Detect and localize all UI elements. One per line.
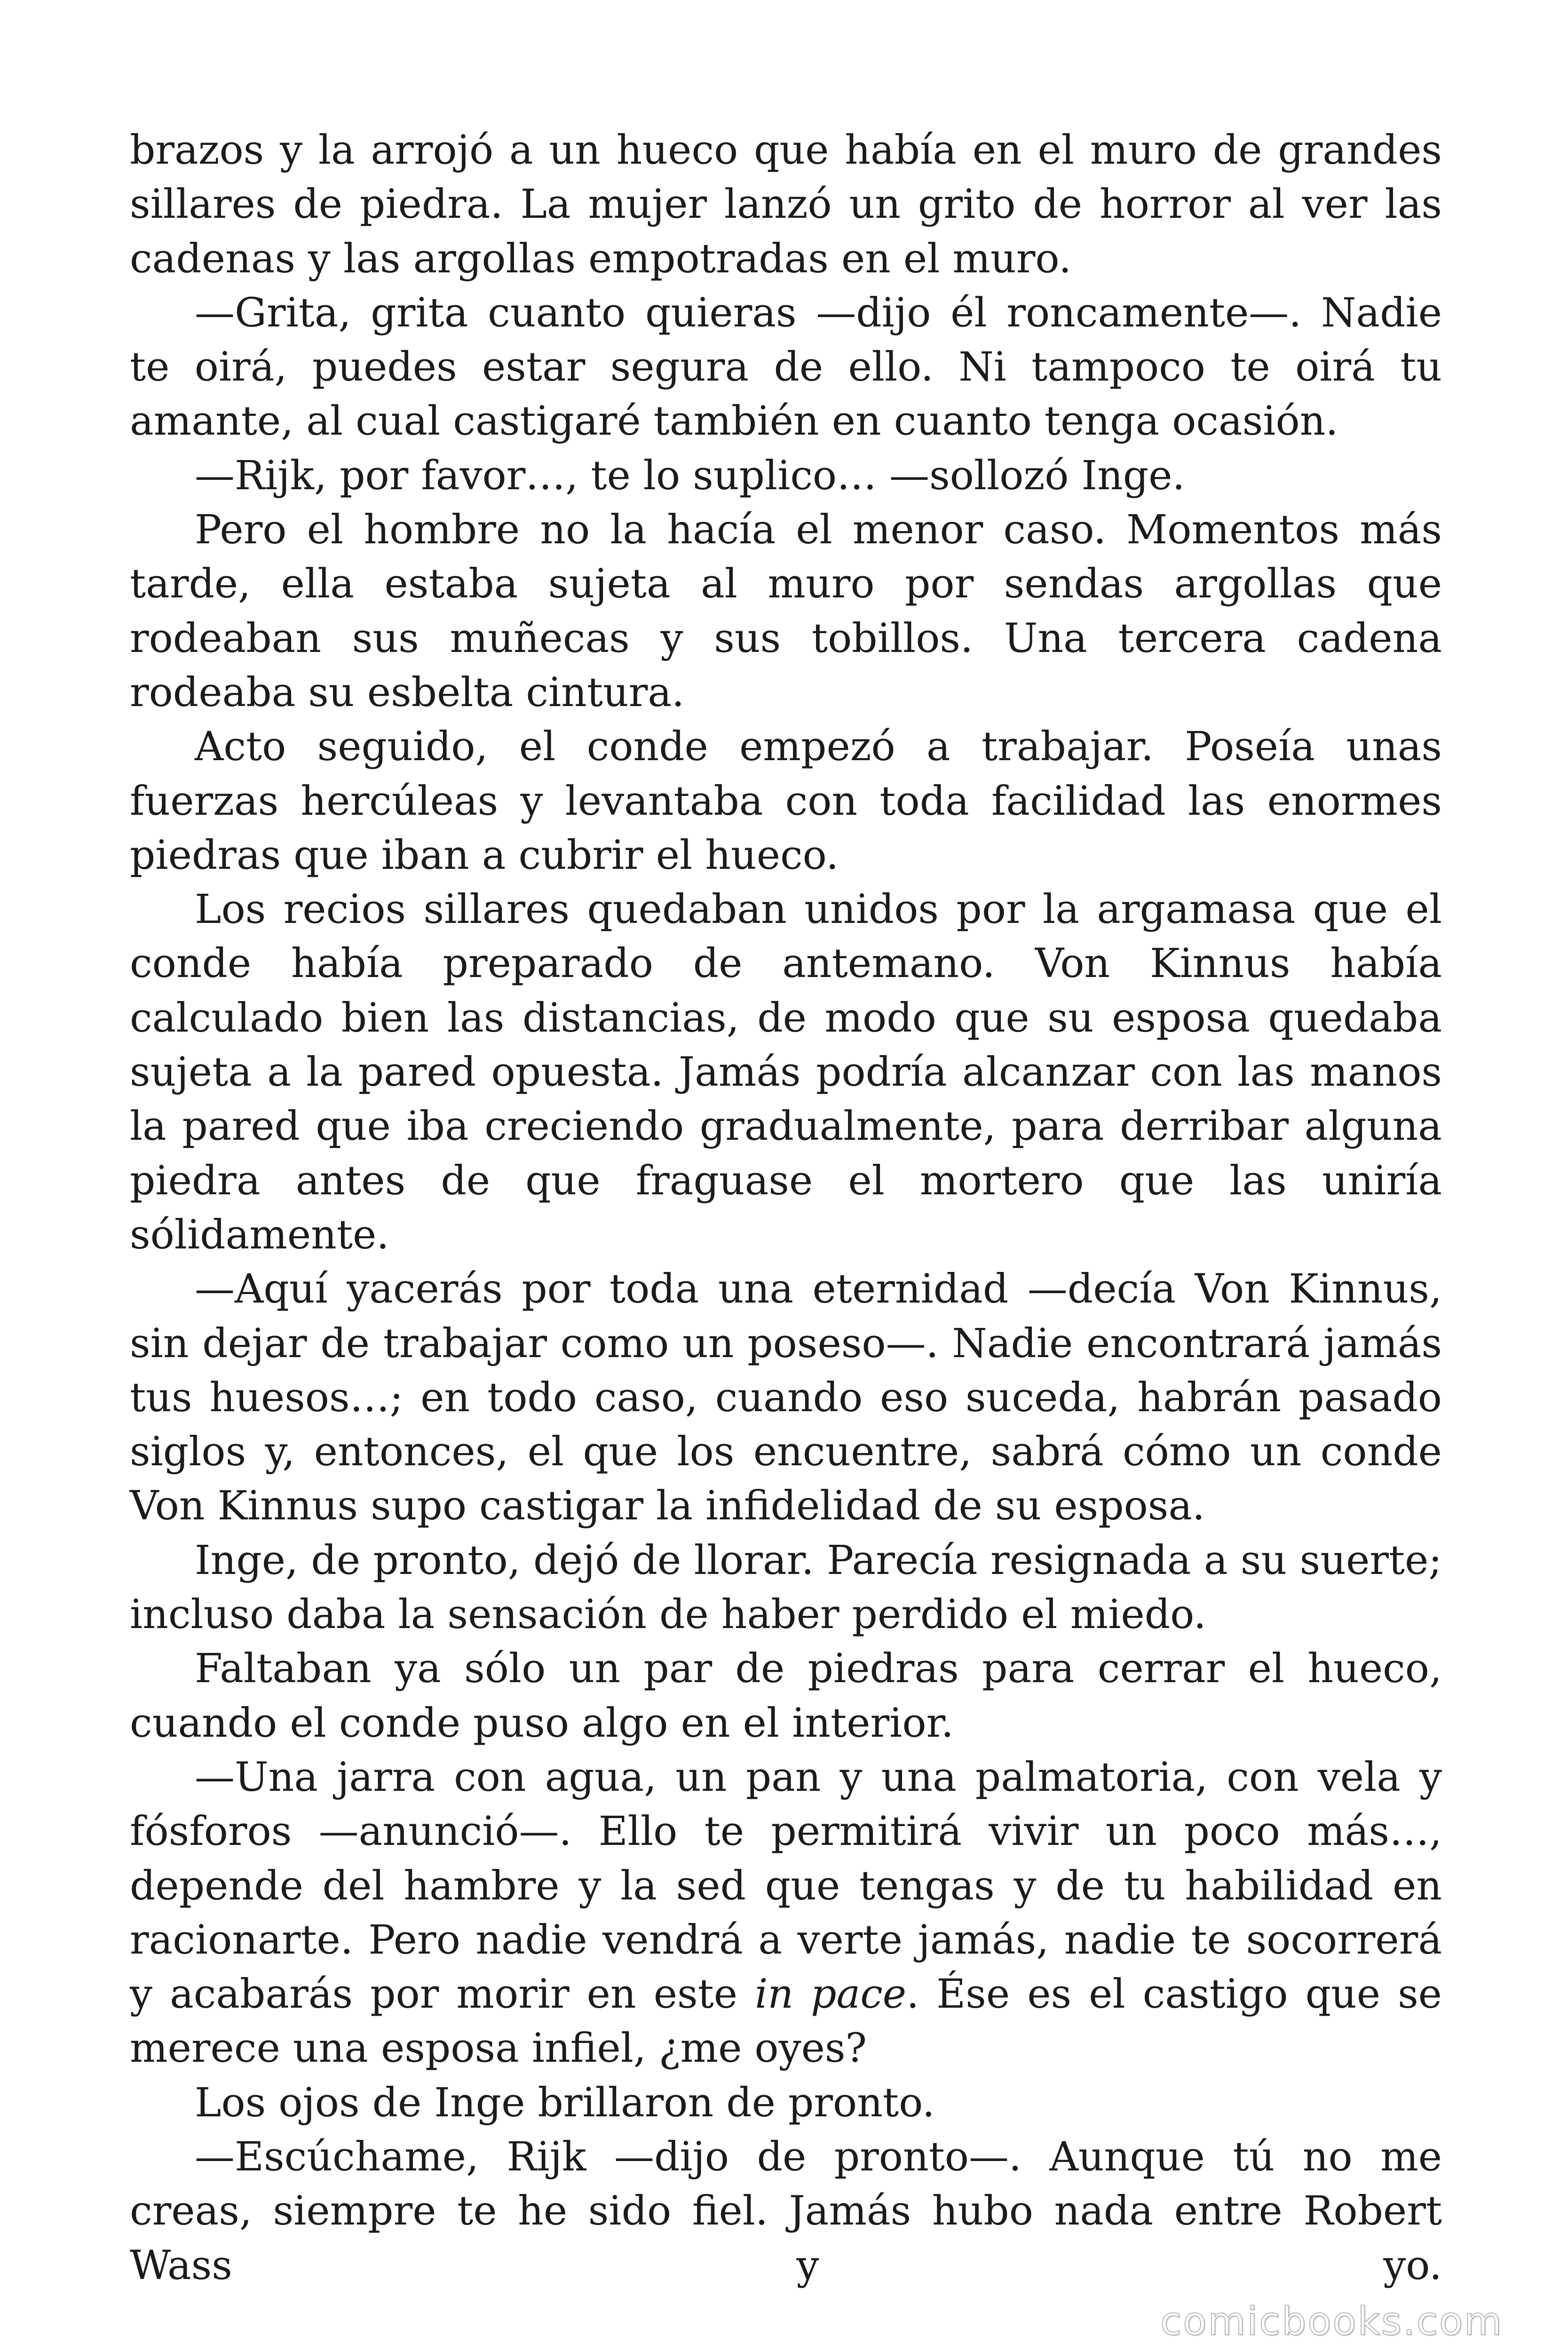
- paragraph-dialogue: —Rijk, por favor…, te lo suplico… —sollozó Inge.: [195, 452, 1185, 499]
- paragraph: Los ojos de Inge brillaron de pronto.: [195, 2079, 935, 2126]
- paragraph-dialogue: —Grita, grita cuanto quieras —dijo él roncamente—. Nadie te oirá, puedes estar segura de ello. Ni tampoco te oirá tu amante, al cual castigaré también en cuanto tenga ocasión.: [130, 289, 1442, 445]
- paragraph: Inge, de pronto, dejó de llorar. Parecía resignada a su suerte; incluso daba la sensación de haber perdido el miedo.: [130, 1537, 1442, 1638]
- paragraph-dialogue: [130, 1750, 1442, 2076]
- paragraph: Pero el hombre no la hacía el menor caso. Momentos más tarde, ella estaba sujeta al muro por sendas argollas que rodeaban sus muñecas y sus tobillos. Una tercera cadena rodeaba su esbelta cintura.: [130, 507, 1442, 716]
- paragraph: Los recios sillares quedaban unidos por la argamasa que el conde había preparado de antemano. Von Kinnus había calculado bien las distancias, de modo que su esposa quedaba sujeta a la pared opuesta. Jamás podría alcanzar con las manos la pared que iba creciendo gradualmente, para derribar alguna piedra antes de que fraguase el mortero que las uniría sólidamente.: [130, 886, 1442, 1258]
- italic-phrase: in pace: [755, 1971, 907, 2018]
- paragraph-dialogue: —Aquí yacerás por toda una eternidad —decía Von Kinnus, sin dejar de trabajar como un poseso—. Nadie encontrará jamás tus huesos…; en todo caso, cuando eso suceda, habrán pasado siglos y, entonces, el que los encuentre, sabrá cómo un conde Von Kinnus supo castigar la infidelidad de su esposa.: [130, 1266, 1442, 1530]
- paragraph-text-part: . Ése es el castigo que se merece una esposa infiel, ¿me oyes?: [130, 1971, 1442, 2072]
- paragraph-text-part: —Una jarra con agua, un pan y una palmatoria, con vela y fósforos —anunció—. Ello te permitirá vivir un poco más…, depende del hambre y la sed que tengas y de tu habilidad en racionarte. Pero nadie vendrá a verte jamás, nadie te socorrerá y acabarás por morir en este: [130, 1754, 1442, 2018]
- paragraph: Faltaban ya sólo un par de piedras para cerrar el hueco, cuando el conde puso algo en el interior.: [130, 1645, 1442, 1747]
- watermark-text: comicbooks.com: [1160, 2299, 1503, 2344]
- paragraph-dialogue: —Escúchame, Rijk —dijo de pronto—. Aunque tú no me creas, siempre te he sido fiel. Jamás hubo nada entre Robert Wass y yo.: [130, 2133, 1442, 2289]
- page-body-text: [130, 123, 1442, 2293]
- paragraph-continuation: brazos y la arrojó a un hueco que había en el muro de grandes sillares de piedra. La mujer lanzó un grito de horror al ver las cadenas y las argollas empotradas en el muro.: [130, 127, 1442, 282]
- paragraph: Acto seguido, el conde empezó a trabajar. Poseía unas fuerzas hercúleas y levantaba con toda facilidad las enormes piedras que iban a cubrir el hueco.: [130, 723, 1442, 879]
